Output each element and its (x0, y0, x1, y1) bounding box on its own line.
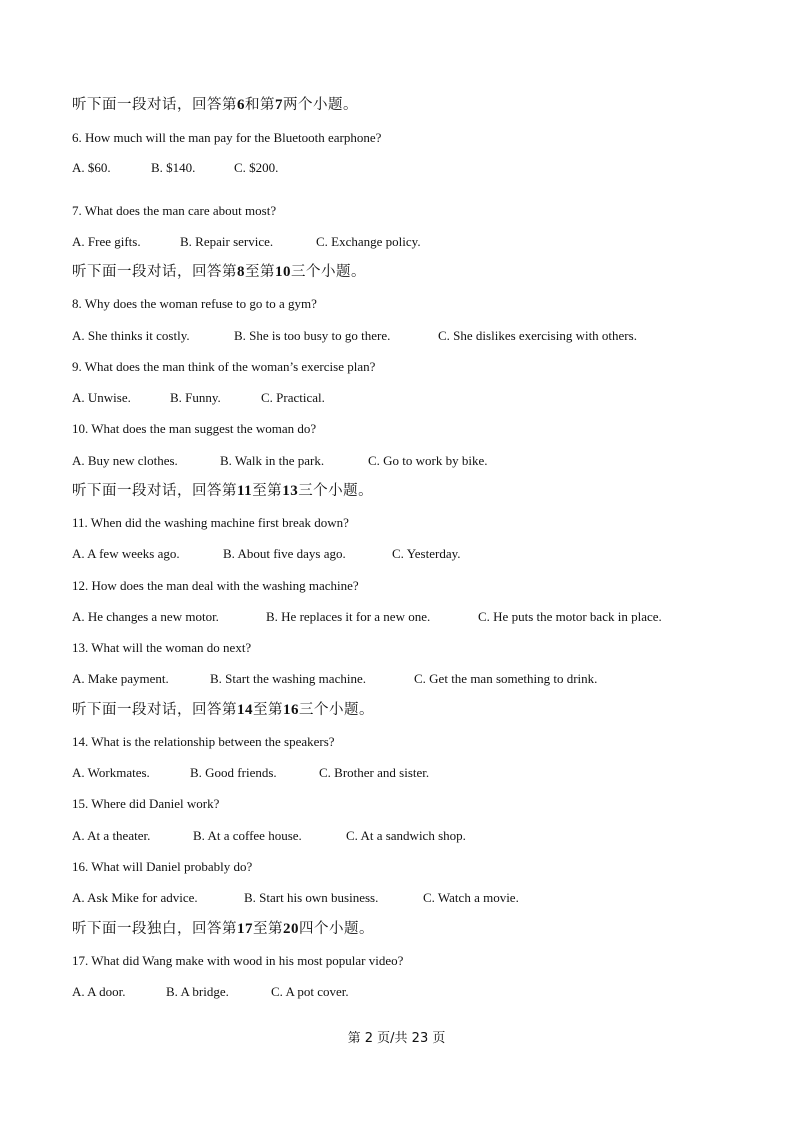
option-a: A. A door. (72, 984, 126, 999)
option-b: B. Walk in the park. (220, 453, 325, 468)
question-15: 15. Where did Daniel work? (72, 796, 220, 811)
heading-text: 至第 (253, 921, 283, 937)
option-b: B. Start his own business. (244, 890, 379, 905)
heading-number: 13 (282, 483, 299, 499)
section-heading (72, 264, 366, 280)
option-c: C. Watch a movie. (423, 890, 519, 905)
question-17: 17. What did Wang make with wood in his most popular video? (72, 953, 404, 968)
question-7: 7. What does the man care about most? (72, 203, 277, 218)
heading-text: 三个小题。 (299, 702, 374, 718)
heading-number: 8 (237, 264, 245, 280)
heading-text: 三个小题。 (298, 483, 374, 499)
heading-number: 14 (237, 702, 253, 718)
option-b: B. Funny. (170, 390, 221, 405)
heading-text: 至第 (253, 702, 283, 718)
heading-number: 11 (237, 483, 253, 499)
section-heading (72, 483, 373, 499)
option-a: A. At a theater. (72, 828, 151, 843)
option-a: A. Unwise. (72, 390, 131, 405)
question-12: 12. How does the man deal with the washing machine? (72, 578, 359, 593)
heading-text: 听下面一段对话，回答第 (72, 97, 237, 113)
option-a: A. She thinks it costly. (72, 328, 190, 343)
option-a: A. Make payment. (72, 671, 169, 686)
option-a: A. Workmates. (72, 765, 150, 780)
option-b: B. About five days ago. (223, 546, 346, 561)
heading-text: 和第 (245, 97, 275, 113)
question-8: 8. Why does the woman refuse to go to a gym? (72, 296, 317, 311)
option-a: A. Buy new clothes. (72, 453, 178, 468)
heading-number: 20 (283, 921, 299, 937)
question-16: 16. What will Daniel probably do? (72, 859, 253, 874)
heading-text: 至第 (252, 483, 283, 499)
heading-text: 听下面一段独白，回答第 (72, 921, 237, 937)
page-footer: 第 2 页/共 23 页 (347, 1031, 446, 1046)
heading-text: 三个小题。 (291, 264, 366, 280)
heading-text: 至第 (245, 264, 275, 280)
option-c: C. At a sandwich shop. (346, 828, 466, 843)
option-c: C. Practical. (261, 390, 325, 405)
option-c: C. Exchange policy. (316, 234, 421, 249)
section-heading (72, 921, 374, 937)
question-11: 11. When did the washing machine first break down? (72, 515, 349, 530)
heading-number: 16 (283, 702, 299, 718)
option-c: C. $200. (234, 160, 279, 175)
option-c: C. Get the man something to drink. (414, 671, 598, 686)
option-b: B. $140. (151, 160, 196, 175)
question-14: 14. What is the relationship between the speakers? (72, 734, 335, 749)
option-a: A. A few weeks ago. (72, 546, 180, 561)
option-b: B. At a coffee house. (193, 828, 302, 843)
heading-text: 听下面一段对话，回答第 (72, 483, 237, 499)
heading-number: 6 (237, 97, 245, 113)
option-a: A. $60. (72, 160, 111, 175)
heading-text: 四个小题。 (299, 921, 374, 937)
heading-number: 17 (237, 921, 253, 937)
option-c: C. She dislikes exercising with others. (438, 328, 637, 343)
section-heading (72, 97, 358, 113)
option-b: B. Repair service. (180, 234, 274, 249)
option-c: C. Brother and sister. (319, 765, 430, 780)
option-c: C. Yesterday. (392, 546, 461, 561)
heading-number: 7 (275, 97, 283, 113)
option-b: B. Good friends. (190, 765, 277, 780)
question-13: 13. What will the woman do next? (72, 640, 252, 655)
option-b: B. She is too busy to go there. (234, 328, 391, 343)
option-a: A. Free gifts. (72, 234, 141, 249)
option-b: B. A bridge. (166, 984, 229, 999)
option-c: C. He puts the motor back in place. (478, 609, 662, 624)
question-9: 9. What does the man think of the woman’s exercise plan? (72, 359, 376, 374)
option-a: A. Ask Mike for advice. (72, 890, 198, 905)
option-b: B. Start the washing machine. (210, 671, 366, 686)
option-c: C. A pot cover. (271, 984, 349, 999)
heading-number: 10 (275, 264, 291, 280)
heading-text: 听下面一段对话，回答第 (72, 702, 237, 718)
heading-text: 两个小题。 (283, 97, 358, 113)
option-b: B. He replaces it for a new one. (266, 609, 431, 624)
question-6: 6. How much will the man pay for the Bluetooth earphone? (72, 130, 382, 145)
heading-text: 听下面一段对话，回答第 (72, 264, 237, 280)
option-a: A. He changes a new motor. (72, 609, 219, 624)
section-heading (72, 702, 374, 718)
question-10: 10. What does the man suggest the woman do? (72, 421, 317, 436)
option-c: C. Go to work by bike. (368, 453, 488, 468)
